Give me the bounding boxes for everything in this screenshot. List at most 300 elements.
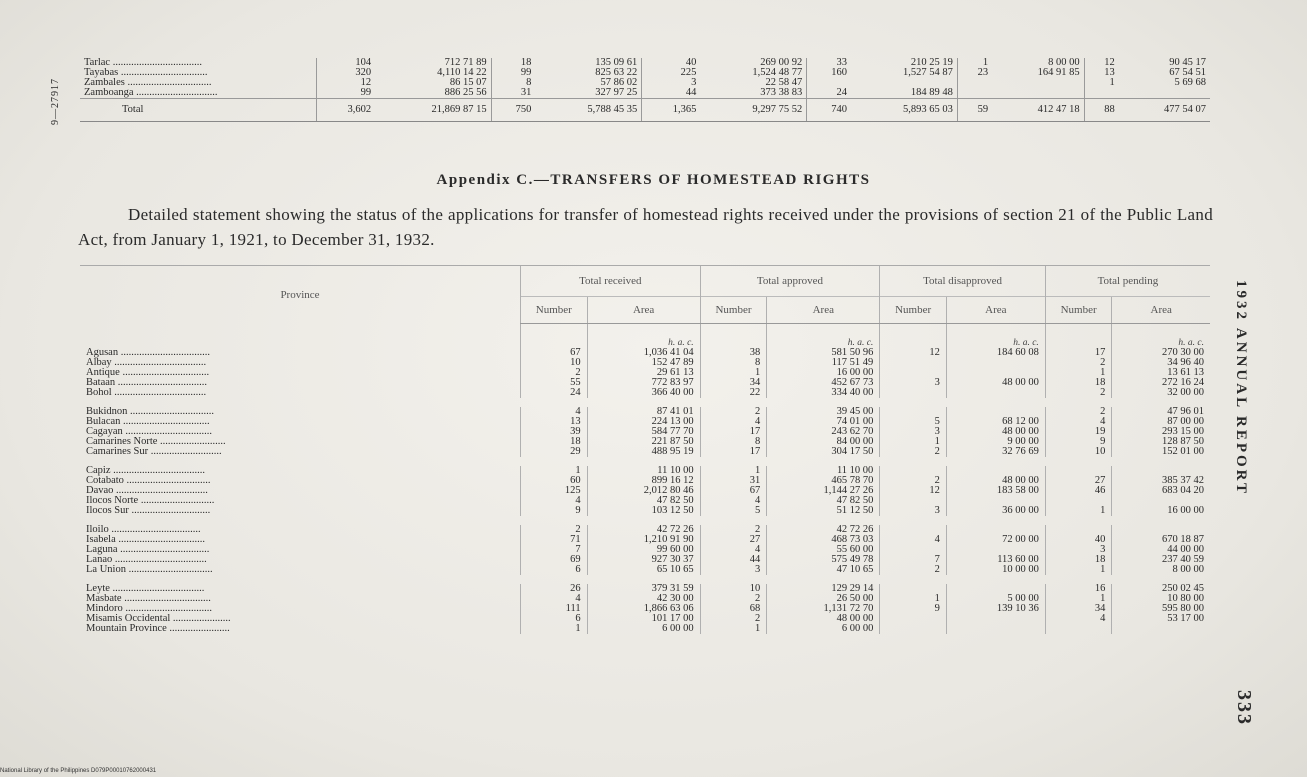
table-cell: 224 13 00: [587, 417, 700, 427]
table-row: [80, 407, 1210, 417]
group-header-received: Total received: [521, 266, 701, 297]
table-cell: 10 80 00: [1112, 594, 1210, 604]
table-cell: 16 00 00: [1112, 506, 1210, 516]
table-cell: 5: [880, 417, 947, 427]
table-cell: 68 12 00: [946, 417, 1045, 427]
table-cell: 581 50 96: [767, 348, 880, 358]
table-cell: 19: [1045, 427, 1112, 437]
group-header-pending: Total pending: [1045, 266, 1210, 297]
table-cell: 4: [880, 535, 947, 545]
province-name: Cotabato ................................: [86, 475, 211, 486]
table-cell: 772 83 97: [587, 378, 700, 388]
table-cell: 152 47 89: [587, 358, 700, 368]
province-name: Tarlac ..................................: [84, 57, 202, 68]
table-row: [80, 565, 1210, 575]
table-cell: 69: [521, 555, 588, 565]
table-cell: 4: [1045, 614, 1112, 624]
table-cell: 412 47 18: [992, 99, 1084, 122]
gap-cell: [80, 575, 1210, 584]
table-cell: 6: [521, 614, 588, 624]
table-cell: 164 91 85: [1037, 67, 1080, 78]
table-cell: [1045, 624, 1112, 634]
table-cell: 825 63 22: [595, 67, 638, 78]
units-spacer: [700, 324, 767, 349]
table-cell: 7: [521, 545, 588, 555]
table-cell: 327 97 25: [595, 87, 638, 98]
subheader-area: Area: [587, 297, 700, 324]
table-cell: 42 30 00: [587, 594, 700, 604]
side-code: 9—27917: [50, 78, 61, 125]
table-cell: 9: [521, 506, 588, 516]
table-cell: 1,144 27 26: [767, 486, 880, 496]
province-name: Bukidnon ................................: [86, 406, 215, 417]
table-cell: 1: [700, 466, 767, 476]
table-cell: 5 69 68: [1174, 77, 1206, 88]
table-cell: 2: [880, 447, 947, 457]
table-row: [80, 427, 1210, 437]
table-cell: 3: [880, 427, 947, 437]
table-cell: [1112, 624, 1210, 634]
province-name: Zambales ................................: [84, 77, 212, 88]
table-cell: 18: [1045, 555, 1112, 565]
province-name: Ilocos Norte ............................: [86, 495, 215, 506]
row-group-gap: [80, 398, 1210, 407]
table-cell: 3: [700, 565, 767, 575]
table-cell: 26 50 00: [767, 594, 880, 604]
table-cell: 4: [700, 545, 767, 555]
table-cell: 9: [880, 604, 947, 614]
table-cell: 27: [700, 535, 767, 545]
table-cell: 10: [700, 584, 767, 594]
table-cell: 24: [807, 88, 851, 99]
table-cell: 5: [700, 506, 767, 516]
table-cell: 575 49 78: [767, 555, 880, 565]
table-cell: 17: [700, 427, 767, 437]
province-name: Lanao ...................................: [86, 554, 207, 565]
table-cell: 5,893 65 03: [851, 99, 957, 122]
table-cell: 9,297 75 52: [700, 99, 806, 122]
table-cell: 51 12 50: [767, 506, 880, 516]
table-row: [80, 624, 1210, 634]
table-cell: 1,527 54 87: [903, 67, 953, 78]
group-header-approved: Total approved: [700, 266, 880, 297]
table-cell: 111: [521, 604, 588, 614]
units-row: [80, 324, 1210, 349]
province-name: Cagayan .................................: [86, 426, 212, 437]
province-name: Agusan ..................................: [86, 347, 210, 358]
table-cell: 1: [1045, 594, 1112, 604]
table-cell: 2: [880, 476, 947, 486]
table-cell: 17: [1045, 348, 1112, 358]
table-row: [80, 417, 1210, 427]
table-row: [80, 378, 1210, 388]
table-cell: 22: [700, 388, 767, 398]
table-cell: 44: [700, 555, 767, 565]
table-cell: 1,866 63 06: [587, 604, 700, 614]
table-cell: 18: [521, 437, 588, 447]
table-cell: 36 00 00: [946, 506, 1045, 516]
table-cell: 55: [521, 378, 588, 388]
table-cell: 6 00 00: [767, 624, 880, 634]
table-cell: 379 31 59: [587, 584, 700, 594]
units-spacer: [880, 324, 947, 349]
gap-cell: [80, 457, 1210, 466]
table-cell: 1: [880, 437, 947, 447]
table-cell: [880, 388, 947, 398]
table-cell: 4,110 14 22: [437, 67, 487, 78]
subheader-area: Area: [1112, 297, 1210, 324]
table-row: [80, 447, 1210, 457]
table-cell: 90 45 17: [1169, 57, 1206, 68]
table-cell: 304 17 50: [767, 447, 880, 457]
table-cell: 84 00 00: [767, 437, 880, 447]
province-name: Misamis Occidental ......................: [86, 613, 231, 624]
table-cell: 1: [521, 466, 588, 476]
table-cell: 488 95 19: [587, 447, 700, 457]
table-cell: 250 02 45: [1112, 584, 1210, 594]
table-cell: 927 30 37: [587, 555, 700, 565]
table-cell: 1: [700, 624, 767, 634]
table-cell: 184 60 08: [946, 348, 1045, 358]
table-cell: 11 10 00: [587, 466, 700, 476]
table-cell: 38: [700, 348, 767, 358]
table-cell: 595 80 00: [1112, 604, 1210, 614]
table-cell: 2: [1045, 358, 1112, 368]
table-cell: 18: [491, 58, 535, 68]
table-cell: 125: [521, 486, 588, 496]
table-cell: 129 29 14: [767, 584, 880, 594]
table-cell: 113 60 00: [946, 555, 1045, 565]
homestead-transfers-table: [80, 265, 1210, 634]
table-row: [80, 496, 1210, 506]
table-cell: [880, 624, 947, 634]
gap-cell: [80, 398, 1210, 407]
table-row: [80, 604, 1210, 614]
table-cell: 160: [807, 68, 851, 78]
table-cell: 48 00 00: [946, 427, 1045, 437]
table-cell: 1: [880, 594, 947, 604]
table-cell: 886 25 56: [444, 87, 487, 98]
table-cell: 42 72 26: [767, 525, 880, 535]
area-units: h. a. c.: [767, 324, 880, 349]
table-cell: 1: [700, 368, 767, 378]
province-name: Leyte ...................................: [86, 583, 205, 594]
province-name: Camarines Norte .........................: [86, 436, 226, 447]
table-cell: 468 73 03: [767, 535, 880, 545]
province-name: Masbate .................................: [86, 593, 211, 604]
table-cell: [957, 88, 992, 99]
row-group-gap: [80, 575, 1210, 584]
table-cell: 99: [317, 88, 376, 99]
table-cell: 72 00 00: [946, 535, 1045, 545]
table-cell: 184 89 48: [910, 87, 953, 98]
province-name: Capiz ...................................: [86, 465, 205, 476]
table-row: [80, 78, 1210, 88]
table-cell: 88: [1084, 99, 1119, 122]
table-cell: 243 62 70: [767, 427, 880, 437]
table-cell: 59: [957, 99, 992, 122]
table-cell: 42 72 26: [587, 525, 700, 535]
table-cell: 10 00 00: [946, 565, 1045, 575]
table-cell: 13 61 13: [1112, 368, 1210, 378]
subheader-number: Number: [700, 297, 767, 324]
table-cell: 27: [1045, 476, 1112, 486]
table-cell: 3,602: [317, 99, 376, 122]
table-cell: 1,524 48 77: [752, 67, 803, 78]
units-spacer: [80, 324, 521, 349]
province-name: Zamboanga ...............................: [84, 87, 218, 98]
table-cell: 34: [700, 378, 767, 388]
table-cell: 31: [491, 88, 535, 99]
table-cell: 899 16 12: [587, 476, 700, 486]
province-name: Bataan ..................................: [86, 377, 208, 388]
table-cell: 128 87 50: [1112, 437, 1210, 447]
table-cell: 16: [1045, 584, 1112, 594]
table-row: [80, 388, 1210, 398]
table-cell: 29 61 13: [587, 368, 700, 378]
table-cell: 16 00 00: [767, 368, 880, 378]
table-cell: 2: [880, 565, 947, 575]
table-cell: 11 10 00: [767, 466, 880, 476]
province-name: Iloilo ..................................: [86, 524, 201, 535]
table-cell: [946, 358, 1045, 368]
province-name: Davao ...................................: [86, 485, 208, 496]
table-cell: 373 38 83: [760, 87, 803, 98]
table-cell: 1,131 72 70: [767, 604, 880, 614]
table-cell: 23: [957, 68, 992, 78]
table-cell: [1119, 88, 1210, 99]
table-cell: 2: [1045, 388, 1112, 398]
table-cell: [992, 78, 1084, 88]
table-cell: 13: [521, 417, 588, 427]
gap-cell: [80, 516, 1210, 525]
table-cell: 68: [700, 604, 767, 614]
table-cell: 1,210 91 90: [587, 535, 700, 545]
table-cell: 3: [880, 506, 947, 516]
table-cell: 34: [1045, 604, 1112, 614]
table-cell: 4: [521, 496, 588, 506]
table-cell: 8 00 00: [1112, 565, 1210, 575]
table-cell: 47 82 50: [767, 496, 880, 506]
table-row: [80, 358, 1210, 368]
table-cell: 55 60 00: [767, 545, 880, 555]
table-row: [80, 437, 1210, 447]
table-cell: 18: [1045, 378, 1112, 388]
table-cell: 3: [642, 78, 701, 88]
table-cell: [880, 358, 947, 368]
table-cell: 269 00 92: [760, 57, 803, 68]
table-cell: 40: [642, 58, 701, 68]
table-cell: 39: [521, 427, 588, 437]
table-cell: 87 41 01: [587, 407, 700, 417]
table-cell: 22 58 47: [765, 77, 803, 88]
area-units: h. a. c.: [946, 324, 1045, 349]
table-row: [80, 614, 1210, 624]
table-cell: 26: [521, 584, 588, 594]
table-cell: [880, 614, 947, 624]
table-cell: 366 40 00: [587, 388, 700, 398]
table-cell: 1: [521, 624, 588, 634]
table-cell: [957, 78, 992, 88]
table-cell: 2: [700, 594, 767, 604]
table-cell: 2: [521, 525, 588, 535]
table-cell: 24: [521, 388, 588, 398]
table-cell: 1: [1045, 368, 1112, 378]
table-cell: 32 00 00: [1112, 388, 1210, 398]
table-cell: 53 17 00: [1112, 614, 1210, 624]
province-name: Camarines Sur ...........................: [86, 446, 222, 457]
table-row: [80, 545, 1210, 555]
table-row: [80, 555, 1210, 565]
row-group-gap: [80, 457, 1210, 466]
table-cell: 9 00 00: [946, 437, 1045, 447]
table-cell: 135 09 61: [595, 57, 638, 68]
table-cell: 44: [642, 88, 701, 99]
area-units: h. a. c.: [587, 324, 700, 349]
table-cell: 9: [1045, 437, 1112, 447]
table-cell: 60: [521, 476, 588, 486]
table-cell: 584 77 70: [587, 427, 700, 437]
table-cell: 29: [521, 447, 588, 457]
table-cell: 1: [1045, 565, 1112, 575]
table-cell: 74 01 00: [767, 417, 880, 427]
province-name: Albay ...................................: [86, 357, 207, 368]
table-cell: 8: [491, 78, 535, 88]
province-name: Antique .................................: [86, 367, 210, 378]
appendix-heading: Appendix C.—TRANSFERS OF HOMESTEAD RIGHTS: [436, 172, 871, 188]
table-cell: 48 00 00: [767, 614, 880, 624]
province-name: Isabela .................................: [86, 534, 205, 545]
table-cell: 5 00 00: [946, 594, 1045, 604]
table-cell: 2: [1045, 407, 1112, 417]
table-cell: [946, 624, 1045, 634]
table-cell: 12: [880, 348, 947, 358]
table-cell: 210 25 19: [910, 57, 953, 68]
table-cell: 32 76 69: [946, 447, 1045, 457]
table-row: [80, 486, 1210, 496]
page-number: 333: [1233, 690, 1255, 726]
table-row: [80, 466, 1210, 476]
table-cell: 183 58 00: [946, 486, 1045, 496]
province-name: Mindoro .................................: [86, 603, 212, 614]
table-cell: 465 78 70: [767, 476, 880, 486]
table-cell: 152 01 00: [1112, 447, 1210, 457]
table-cell: 683 04 20: [1112, 486, 1210, 496]
table-cell: 712 71 89: [444, 57, 487, 68]
table-cell: 87 00 00: [1112, 417, 1210, 427]
table-cell: 385 37 42: [1112, 476, 1210, 486]
table-cell: 225: [642, 68, 701, 78]
table-cell: [1084, 88, 1119, 99]
units-spacer: [521, 324, 588, 349]
province-name: Bohol ...................................: [86, 387, 207, 398]
source-line: National Library of the Philippines D079P00010762000431: [0, 768, 157, 774]
table-cell: 2,012 80 46: [587, 486, 700, 496]
table-cell: 46: [1045, 486, 1112, 496]
table-row: [80, 348, 1210, 358]
table-cell: 4: [521, 407, 588, 417]
table-cell: 99 60 00: [587, 545, 700, 555]
group-header-disapproved: Total disapproved: [880, 266, 1046, 297]
table-cell: 237 40 59: [1112, 555, 1210, 565]
table-cell: 48 00 00: [946, 378, 1045, 388]
table-row: [80, 535, 1210, 545]
total-label: Total: [80, 99, 317, 122]
table-cell: 99: [491, 68, 535, 78]
table-cell: 67: [521, 348, 588, 358]
subheader-number: Number: [521, 297, 588, 324]
province-name: Tayabas .................................: [84, 67, 208, 78]
table-row: [80, 584, 1210, 594]
table-cell: 8: [700, 358, 767, 368]
table-cell: 71: [521, 535, 588, 545]
table-cell: 6 00 00: [587, 624, 700, 634]
table-cell: 47 96 01: [1112, 407, 1210, 417]
table-cell: 47 82 50: [587, 496, 700, 506]
table-cell: 101 17 00: [587, 614, 700, 624]
table-cell: 270 30 00: [1112, 348, 1210, 358]
continued-table-body: [80, 58, 1210, 122]
table-cell: 12: [1084, 58, 1119, 68]
total-row: [80, 99, 1210, 122]
table-cell: 39 45 00: [767, 407, 880, 417]
table-cell: 4: [700, 496, 767, 506]
table-row: [80, 88, 1210, 99]
table-cell: 31: [700, 476, 767, 486]
table-cell: 104: [317, 58, 376, 68]
table-cell: 3: [880, 378, 947, 388]
area-units: h. a. c.: [1112, 324, 1210, 349]
table-cell: 67 54 51: [1169, 67, 1206, 78]
table-cell: 17: [700, 447, 767, 457]
table-cell: 320: [317, 68, 376, 78]
table-cell: 1,036 41 04: [587, 348, 700, 358]
table-cell: 139 10 36: [946, 604, 1045, 614]
table-cell: 750: [491, 99, 535, 122]
table-row: [80, 68, 1210, 78]
table-cell: 40: [1045, 535, 1112, 545]
table-cell: 7: [880, 555, 947, 565]
table-cell: 10: [1045, 447, 1112, 457]
table-cell: 1: [1045, 506, 1112, 516]
subheader-area: Area: [767, 297, 880, 324]
table-cell: 4: [700, 417, 767, 427]
table-cell: 477 54 07: [1119, 99, 1210, 122]
province-name: Laguna ..................................: [86, 544, 210, 555]
table-cell: 44 00 00: [1112, 545, 1210, 555]
table-cell: 6: [521, 565, 588, 575]
table-cell: 334 40 00: [767, 388, 880, 398]
subheader-number: Number: [880, 297, 947, 324]
table-cell: 34 96 40: [1112, 358, 1210, 368]
table-cell: 8 00 00: [1048, 57, 1080, 68]
table-cell: 221 87 50: [587, 437, 700, 447]
table-cell: 4: [521, 594, 588, 604]
intro-paragraph: Detailed statement showing the status of the applications for transfer of homestead rights received under the provisions of section 21 of the Public Land Act, from January 1, 1921, to December 31, 1932.: [78, 205, 1213, 249]
province-name: Ilocos Sur ..............................: [86, 505, 211, 516]
subheader-area: Area: [946, 297, 1045, 324]
table-cell: 1: [1084, 78, 1119, 88]
table-cell: 5,788 45 35: [535, 99, 641, 122]
table-cell: [946, 614, 1045, 624]
table-cell: 33: [807, 58, 851, 68]
table-cell: 65 10 65: [587, 565, 700, 575]
table-cell: 10: [521, 358, 588, 368]
units-spacer: [1045, 324, 1112, 349]
table-cell: 12: [317, 78, 376, 88]
table-cell: 1,365: [642, 99, 701, 122]
province-column-header: Province: [80, 266, 521, 324]
